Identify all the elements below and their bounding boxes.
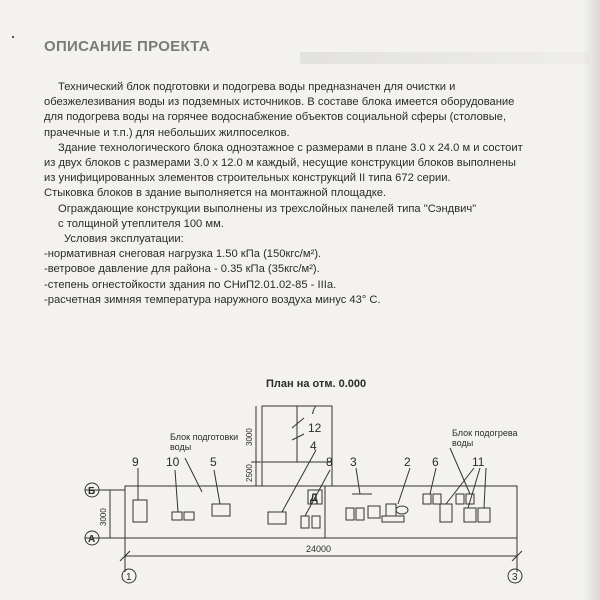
label-2: 2 [404, 455, 411, 469]
equipment-8b [312, 516, 320, 528]
door-label: Д [310, 492, 318, 504]
equipment-4 [268, 512, 286, 524]
paragraph-line: обезжелезивания воды из подземных источников. В составе блока имеется оборудование [44, 96, 515, 109]
paragraph-line: Технический блок подготовки и подогрева воды предназначен для очистки и [58, 81, 456, 93]
paragraph-line: из унифицированных элементов строительных конструкций II типа 672 серии. [44, 172, 451, 185]
leader-6 [430, 468, 436, 494]
label-10: 10 [166, 455, 180, 469]
heat-block-label-line2: воды [452, 438, 474, 448]
label-9: 9 [132, 455, 139, 469]
paragraph-line: с толщиной утеплителя 100 мм. [58, 217, 224, 230]
equipment-9 [133, 500, 147, 522]
dim-length: 24000 [306, 544, 332, 554]
plan-title: План на отм. 0.000 [266, 378, 367, 390]
label-4: 4 [310, 439, 317, 453]
equipment-2a [386, 504, 396, 516]
page-edge-shadow [582, 0, 600, 600]
dim-annex-height: 3000 [245, 428, 254, 446]
equipment-11d [464, 508, 476, 522]
paragraph-line: для подогрева воды на горячее водоснабжение объектов социальной сферы (столовые, [44, 111, 507, 124]
equipment-3b [356, 508, 364, 520]
paragraph-line: Здание технологического блока одноэтажное с размерами в плане 3.0 х 24.0 м и состоит [58, 141, 523, 154]
leader-prep [185, 458, 202, 492]
paragraph-line: Стыковка блоков в здание выполняется на монтажной площадке. [44, 187, 387, 200]
equipment-6a [423, 494, 431, 504]
leader-7 [292, 418, 304, 428]
prep-block-label-line1: Блок подготовки [170, 432, 239, 442]
paragraph-line: -расчетная зимняя температура наружного воздуха минус 43° С. [44, 293, 381, 306]
prep-block-label-line2: воды [170, 442, 192, 452]
paragraph-line: -ветровое давление для района - 0.35 кПа (35кгс/м²). [44, 263, 320, 276]
axis-label-3: 3 [512, 572, 518, 583]
label-7: 7 [310, 403, 317, 417]
leader-3 [356, 468, 360, 494]
equipment-5 [212, 504, 230, 516]
label-5: 5 [210, 455, 217, 469]
page-title: ОПИСАНИЕ ПРОЕКТА [44, 38, 210, 55]
paragraph-line: -степень огнестойкости здания по СНиП2.01.02-85 - IIIа. [44, 278, 337, 291]
leader-11c [484, 468, 486, 508]
paragraph-line: из двух блоков с размерами 3.0 х 12.0 м каждый, несущие конструкции блоков выполнены [44, 157, 516, 170]
paragraph-line: прачечные и т.п.) для небольших жилпоселков. [44, 126, 290, 139]
dim-building-height: 3000 [99, 508, 108, 526]
equipment-11e [478, 508, 490, 522]
equipment-11a [440, 504, 452, 522]
leader-5 [214, 470, 220, 504]
leader-heat [450, 448, 470, 494]
dim-annex-gap: 2500 [245, 464, 254, 482]
equipment-11b [456, 494, 464, 504]
equipment-2c [382, 516, 404, 522]
label-12: 12 [308, 421, 322, 435]
label-8: 8 [326, 455, 333, 469]
leader-10 [175, 470, 178, 512]
label-11: 11 [472, 455, 485, 469]
equipment-3c [368, 506, 380, 518]
axis-label-b: Б [88, 486, 96, 497]
paragraph-line: Условия эксплуатации: [64, 233, 184, 246]
paragraph-line: Ограждающие конструкции выполнены из трехслойных панелей типа "Сэндвич" [58, 202, 477, 215]
equipment-10a [172, 512, 182, 520]
equipment-2b [396, 506, 408, 514]
equipment-10b [184, 512, 194, 520]
axis-label-1: 1 [126, 572, 132, 583]
label-6: 6 [432, 455, 439, 469]
axis-label-a: А [88, 534, 96, 545]
leader-12 [292, 434, 304, 440]
equipment-3a [346, 508, 354, 520]
paragraph-line: -нормативная снеговая нагрузка 1.50 кПа (150кгс/м²). [44, 248, 322, 261]
equipment-6b [433, 494, 441, 504]
heat-block-label-line1: Блок подогрева [452, 428, 518, 438]
equipment-8a [301, 516, 309, 528]
label-3: 3 [350, 455, 357, 469]
